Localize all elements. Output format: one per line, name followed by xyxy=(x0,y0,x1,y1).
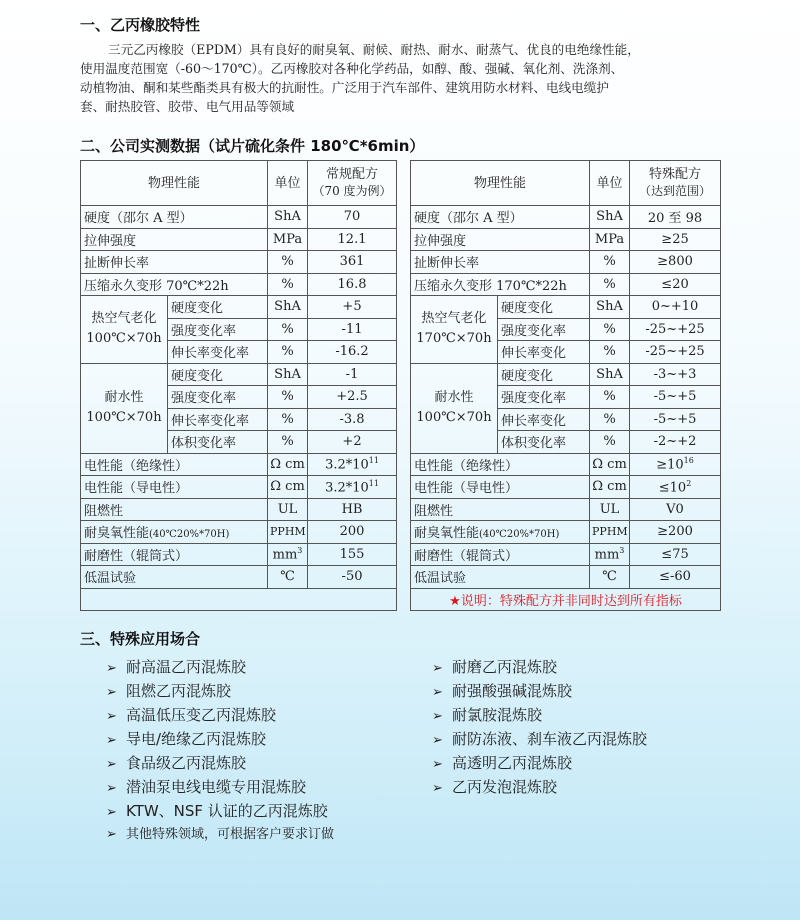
table-cell: -5~+5 xyxy=(630,408,721,431)
special-formula-note: ★说明：特殊配方并非同时达到所有指标 xyxy=(411,588,721,611)
table-cell xyxy=(590,543,630,566)
table-cell: % xyxy=(590,318,630,341)
table-header-row xyxy=(81,161,397,206)
table-row xyxy=(81,206,397,229)
text-value: 热空气老化 xyxy=(91,311,157,327)
text-value: 2 xyxy=(686,478,692,488)
table-cell: 强度变化率 xyxy=(498,318,590,341)
text-value: 100℃×70h xyxy=(86,331,162,347)
table-row xyxy=(81,476,397,499)
table-cell: % xyxy=(268,408,308,431)
text-value: 耐氯胺混炼胶 xyxy=(452,706,543,724)
table-cell: ℃ xyxy=(268,566,308,589)
table-cell: 硬度变化 xyxy=(168,363,268,386)
arrow-bullet-icon: ➢ xyxy=(106,805,117,820)
table-cell: -3.8 xyxy=(308,408,397,431)
table-cell: 电性能（绝缘性） xyxy=(81,453,268,476)
table-cell: % xyxy=(268,431,308,454)
text-value: 100℃×70h xyxy=(86,410,162,425)
table-cell: 硬度变化 xyxy=(168,296,268,319)
table-cell: PPHM xyxy=(590,521,630,544)
list-item xyxy=(106,727,334,751)
text-value: 170℃×70h xyxy=(416,331,492,347)
table-cell: UL xyxy=(590,498,630,521)
text-value: 常规配方 xyxy=(326,167,379,182)
header-property: 物理性能 xyxy=(81,161,268,206)
table-cell: -2~+2 xyxy=(630,431,721,454)
table-cell: MPa xyxy=(590,228,630,251)
text-value: 3 xyxy=(297,546,303,556)
applications-right-column xyxy=(432,655,647,799)
table-cell: -16.2 xyxy=(308,341,397,364)
text-value: 11 xyxy=(368,478,379,488)
table-cell: % xyxy=(268,273,308,296)
table-cell: ≥200 xyxy=(630,521,721,544)
list-item xyxy=(106,655,334,679)
table-cell: 扯断伸长率 xyxy=(411,251,590,274)
list-item xyxy=(106,703,334,727)
table-row xyxy=(411,476,721,499)
table-cell: ShA xyxy=(590,363,630,386)
table-cell: MPa xyxy=(268,228,308,251)
table-cell: 伸长率变化率 xyxy=(168,408,268,431)
table-cell: ShA xyxy=(268,363,308,386)
table-row xyxy=(411,296,721,319)
table-cell: ℃ xyxy=(590,566,630,589)
table-cell: Ω cm xyxy=(268,453,308,476)
table-cell: Ω cm xyxy=(590,476,630,499)
arrow-bullet-icon: ➢ xyxy=(106,709,117,724)
text-value: 食品级乙丙混炼胶 xyxy=(126,754,247,772)
table-cell: 电性能（绝缘性） xyxy=(411,453,590,476)
text-value: 三元乙丙橡胶（EPDM）具有良好的耐臭氧、耐候、耐热、耐水、耐蒸气、优良的电绝缘性能， xyxy=(108,42,640,57)
group-heat-aging xyxy=(411,296,498,364)
table-cell: 16.8 xyxy=(308,273,397,296)
header-unit: 单位 xyxy=(590,161,630,206)
table-row xyxy=(411,453,721,476)
regular-formula-table xyxy=(80,160,397,611)
table-cell: % xyxy=(268,318,308,341)
table-cell: UL xyxy=(268,498,308,521)
arrow-bullet-icon: ➢ xyxy=(106,781,117,796)
table-cell: 强度变化率 xyxy=(168,386,268,409)
section1-line: 套、耐热胶管、胶带、电气用品等领域 xyxy=(80,99,295,114)
text-value: (40℃20%*70H) xyxy=(149,529,230,541)
table-row xyxy=(411,566,721,589)
table-cell: Ω cm xyxy=(268,476,308,499)
list-item xyxy=(106,679,334,703)
table-row xyxy=(81,273,397,296)
list-item xyxy=(432,727,647,751)
table-cell: 强度变化率 xyxy=(498,386,590,409)
arrow-bullet-icon: ➢ xyxy=(106,661,117,676)
arrow-bullet-icon: ➢ xyxy=(432,709,443,724)
table-cell: 拉伸强度 xyxy=(81,228,268,251)
table-cell: ShA xyxy=(268,206,308,229)
arrow-bullet-icon: ➢ xyxy=(432,733,443,748)
note-row xyxy=(411,588,721,611)
list-item xyxy=(432,751,647,775)
table-cell: 硬度变化 xyxy=(498,363,590,386)
text-value: (40℃20%*70H) xyxy=(479,529,560,541)
table-cell xyxy=(81,588,397,611)
table-row xyxy=(81,228,397,251)
table-row xyxy=(411,206,721,229)
text-value: 耐防冻液、刹车液乙丙混炼胶 xyxy=(452,730,648,748)
table-cell xyxy=(630,453,721,476)
table-cell: +5 xyxy=(308,296,397,319)
table-cell: -5~+5 xyxy=(630,386,721,409)
section1-paragraph xyxy=(80,40,720,116)
table-row xyxy=(411,498,721,521)
group-water-resistance xyxy=(411,363,498,453)
table-row xyxy=(81,521,397,544)
table-cell: % xyxy=(590,386,630,409)
table-row xyxy=(81,296,397,319)
table-cell xyxy=(630,476,721,499)
table-cell: 拉伸强度 xyxy=(411,228,590,251)
text-value: 其他特殊领域，可根据客户要求订做 xyxy=(126,827,335,842)
table-cell: ≤20 xyxy=(630,273,721,296)
table-cell: V0 xyxy=(630,498,721,521)
arrow-bullet-icon: ➢ xyxy=(432,685,443,700)
table-cell: +2.5 xyxy=(308,386,397,409)
text-value: 高透明乙丙混炼胶 xyxy=(452,754,573,772)
table-cell: ≤-60 xyxy=(630,566,721,589)
text-value: 潜油泵电线电缆专用混炼胶 xyxy=(126,778,307,796)
text-value: 乙丙发泡混炼胶 xyxy=(452,778,558,796)
text-value: 耐强酸强碱混炼胶 xyxy=(452,682,573,700)
table-cell: 压缩永久变形 70℃*22h xyxy=(81,273,268,296)
list-item xyxy=(432,655,647,679)
text-value: 3.2*10 xyxy=(325,479,369,495)
table-cell: 电性能（导电性） xyxy=(411,476,590,499)
table-cell: 体积变化率 xyxy=(498,431,590,454)
table-cell: 电性能（导电性） xyxy=(81,476,268,499)
table-cell: 伸长率变化 xyxy=(498,341,590,364)
group-heat-aging xyxy=(81,296,168,364)
text-value: 耐水性 xyxy=(434,390,474,405)
table-cell: +2 xyxy=(308,431,397,454)
text-value: 阻燃乙丙混炼胶 xyxy=(126,682,232,700)
applications-left-column xyxy=(106,655,334,847)
table-cell xyxy=(411,521,590,544)
table-cell: 20 至 98 xyxy=(630,206,721,229)
text-value: 特殊配方 xyxy=(649,167,702,182)
arrow-bullet-icon: ➢ xyxy=(106,685,117,700)
table-row xyxy=(411,228,721,251)
header-unit: 单位 xyxy=(268,161,308,206)
table-row xyxy=(411,543,721,566)
table-row xyxy=(411,273,721,296)
section3-title: 三、特殊应用场合 xyxy=(80,630,201,648)
table-cell: ≥800 xyxy=(630,251,721,274)
table-cell: -11 xyxy=(308,318,397,341)
table-row xyxy=(81,453,397,476)
table-cell xyxy=(81,521,268,544)
table-cell: % xyxy=(268,341,308,364)
text-value: （达到范围） xyxy=(639,184,712,198)
text-value: 耐臭氧性能 xyxy=(414,526,480,542)
table-cell: % xyxy=(590,431,630,454)
text-value: 100℃×70h xyxy=(416,410,492,425)
text-value: 3.2*10 xyxy=(325,457,369,473)
table-cell: % xyxy=(590,341,630,364)
text-value: 16 xyxy=(683,456,694,466)
table-cell: 耐磨性（辊筒式） xyxy=(411,543,590,566)
table-row xyxy=(81,498,397,521)
text-value: （70 度为例） xyxy=(312,184,392,198)
table-cell: 70 xyxy=(308,206,397,229)
table-cell: % xyxy=(590,408,630,431)
group-water-resistance xyxy=(81,363,168,453)
header-value xyxy=(630,161,721,206)
text-value: mm xyxy=(272,547,298,563)
header-value xyxy=(308,161,397,206)
list-item xyxy=(106,823,334,847)
table-cell: 硬度变化 xyxy=(498,296,590,319)
table-cell: -25~+25 xyxy=(630,318,721,341)
text-value: 导电/绝缘乙丙混炼胶 xyxy=(126,730,267,748)
table-row xyxy=(81,543,397,566)
table-cell xyxy=(308,476,397,499)
table-cell: ShA xyxy=(268,296,308,319)
list-item xyxy=(106,751,334,775)
text-value: 热空气老化 xyxy=(421,311,487,327)
text-value: 耐磨乙丙混炼胶 xyxy=(452,658,558,676)
arrow-bullet-icon: ➢ xyxy=(432,757,443,772)
arrow-bullet-icon: ➢ xyxy=(106,757,117,772)
section1-title: 一、乙丙橡胶特性 xyxy=(80,16,201,34)
table-cell: 体积变化率 xyxy=(168,431,268,454)
table-cell: -25~+25 xyxy=(630,341,721,364)
table-cell: 0~+10 xyxy=(630,296,721,319)
table-cell: 阻燃性 xyxy=(81,498,268,521)
table-cell: PPHM xyxy=(268,521,308,544)
table-cell: 压缩永久变形 170℃*22h xyxy=(411,273,590,296)
table-cell: % xyxy=(590,251,630,274)
text-value: ≤10 xyxy=(658,479,687,495)
table-cell: ShA xyxy=(590,296,630,319)
table-cell: 伸长率变化率 xyxy=(168,341,268,364)
table-cell xyxy=(308,453,397,476)
list-item xyxy=(106,799,334,823)
table-row xyxy=(411,363,721,386)
table-row xyxy=(81,363,397,386)
table-cell: Ω cm xyxy=(590,453,630,476)
table-cell: 硬度（邵尔 A 型） xyxy=(81,206,268,229)
list-item xyxy=(106,775,334,799)
table-row xyxy=(81,251,397,274)
text-value: 耐臭氧性能 xyxy=(84,526,150,542)
table-cell: % xyxy=(268,386,308,409)
text-value: 3 xyxy=(619,546,625,556)
special-formula-table xyxy=(410,160,721,611)
table-cell: 155 xyxy=(308,543,397,566)
table-cell: 扯断伸长率 xyxy=(81,251,268,274)
section1-line xyxy=(80,40,720,59)
table-cell: -1 xyxy=(308,363,397,386)
table-cell: ShA xyxy=(590,206,630,229)
table-cell: HB xyxy=(308,498,397,521)
section2-title: 二、公司实测数据（试片硫化条件 180℃*6min） xyxy=(80,137,425,155)
arrow-bullet-icon: ➢ xyxy=(432,661,443,676)
table-cell: 12.1 xyxy=(308,228,397,251)
table-cell: 200 xyxy=(308,521,397,544)
table-cell: 伸长率变化 xyxy=(498,408,590,431)
table-cell: % xyxy=(268,251,308,274)
text-value: ≥10 xyxy=(656,457,684,473)
table-cell: 硬度（邵尔 A 型） xyxy=(411,206,590,229)
table-cell: ≤75 xyxy=(630,543,721,566)
table-row xyxy=(411,521,721,544)
section1-line: 使用温度范围宽（-60～170℃）。乙丙橡胶对各种化学药品，如醇、酸、强碱、氧化剂、洗涤剂、 xyxy=(80,61,624,76)
table-header-row xyxy=(411,161,721,206)
table-cell: -50 xyxy=(308,566,397,589)
table-cell: 低温试验 xyxy=(81,566,268,589)
text-value: 耐水性 xyxy=(104,390,144,405)
header-property: 物理性能 xyxy=(411,161,590,206)
table-cell: -3~+3 xyxy=(630,363,721,386)
section1-line: 动植物油、酮和某些酯类具有极大的抗耐性。广泛用于汽车部件、建筑用防水材料、电线电缆护 xyxy=(80,80,609,95)
list-item xyxy=(432,703,647,727)
text-value: 耐高温乙丙混炼胶 xyxy=(126,658,247,676)
list-item xyxy=(432,679,647,703)
text-value: 高温低压变乙丙混炼胶 xyxy=(126,706,277,724)
table-cell: 低温试验 xyxy=(411,566,590,589)
table-cell: ≥25 xyxy=(630,228,721,251)
text-value: mm xyxy=(594,547,620,563)
table-cell: 361 xyxy=(308,251,397,274)
text-value: 11 xyxy=(368,456,379,466)
table-cell xyxy=(268,543,308,566)
table-row xyxy=(411,251,721,274)
arrow-bullet-icon: ➢ xyxy=(106,827,117,842)
text-value: KTW、NSF 认证的乙丙混炼胶 xyxy=(126,802,328,820)
table-cell: % xyxy=(590,273,630,296)
table-cell: 强度变化率 xyxy=(168,318,268,341)
table-cell: 耐磨性（辊筒式） xyxy=(81,543,268,566)
table-row xyxy=(81,566,397,589)
table-cell: 阻燃性 xyxy=(411,498,590,521)
list-item xyxy=(432,775,647,799)
arrow-bullet-icon: ➢ xyxy=(106,733,117,748)
arrow-bullet-icon: ➢ xyxy=(432,781,443,796)
